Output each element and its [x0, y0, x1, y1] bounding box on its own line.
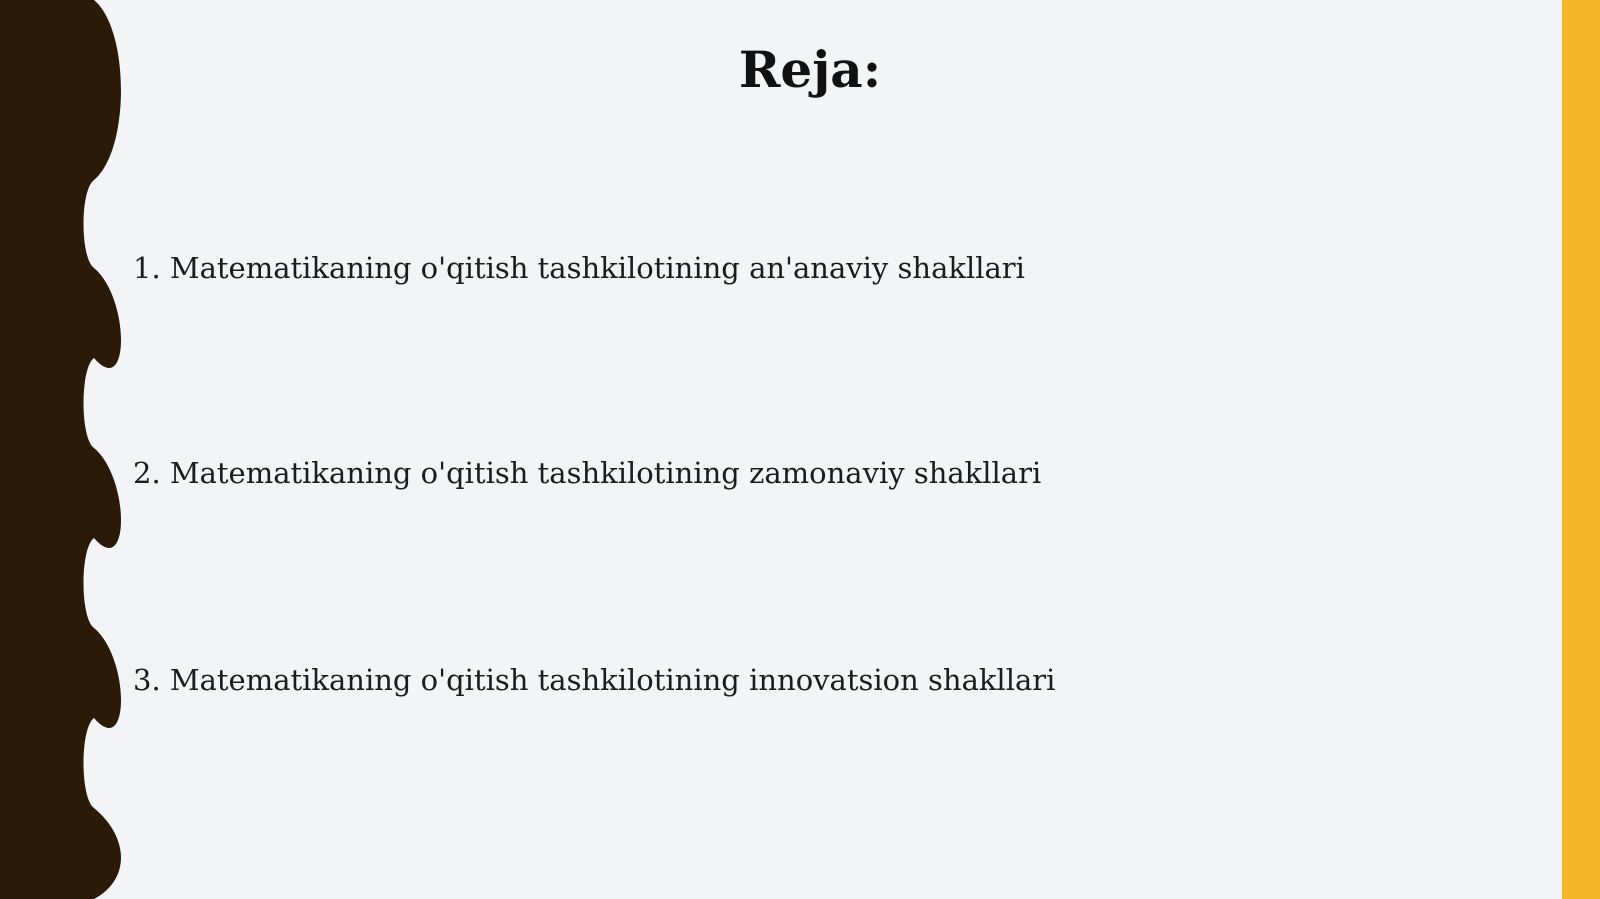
decorative-wave-border [0, 0, 130, 899]
agenda-item-text: Matematikaning o'qitish tashkilotining innovatsion shakllari [169, 663, 1056, 697]
agenda-item-text: Matematikaning o'qitish tashkilotining an'anaviy shakllari [169, 251, 1025, 285]
agenda-item-number: 3. [133, 663, 161, 697]
agenda-item-text: Matematikaning o'qitish tashkilotining zamonaviy shakllari [169, 456, 1042, 490]
slide-title: Reja: [738, 40, 882, 99]
agenda-item-3 [133, 663, 1055, 698]
agenda-item-number: 2. [133, 456, 161, 490]
agenda-item-1 [133, 251, 1025, 286]
agenda-item-number: 1. [133, 251, 161, 285]
accent-bar [1562, 0, 1600, 899]
agenda-item-2 [133, 456, 1041, 491]
wave-shape [0, 0, 121, 899]
